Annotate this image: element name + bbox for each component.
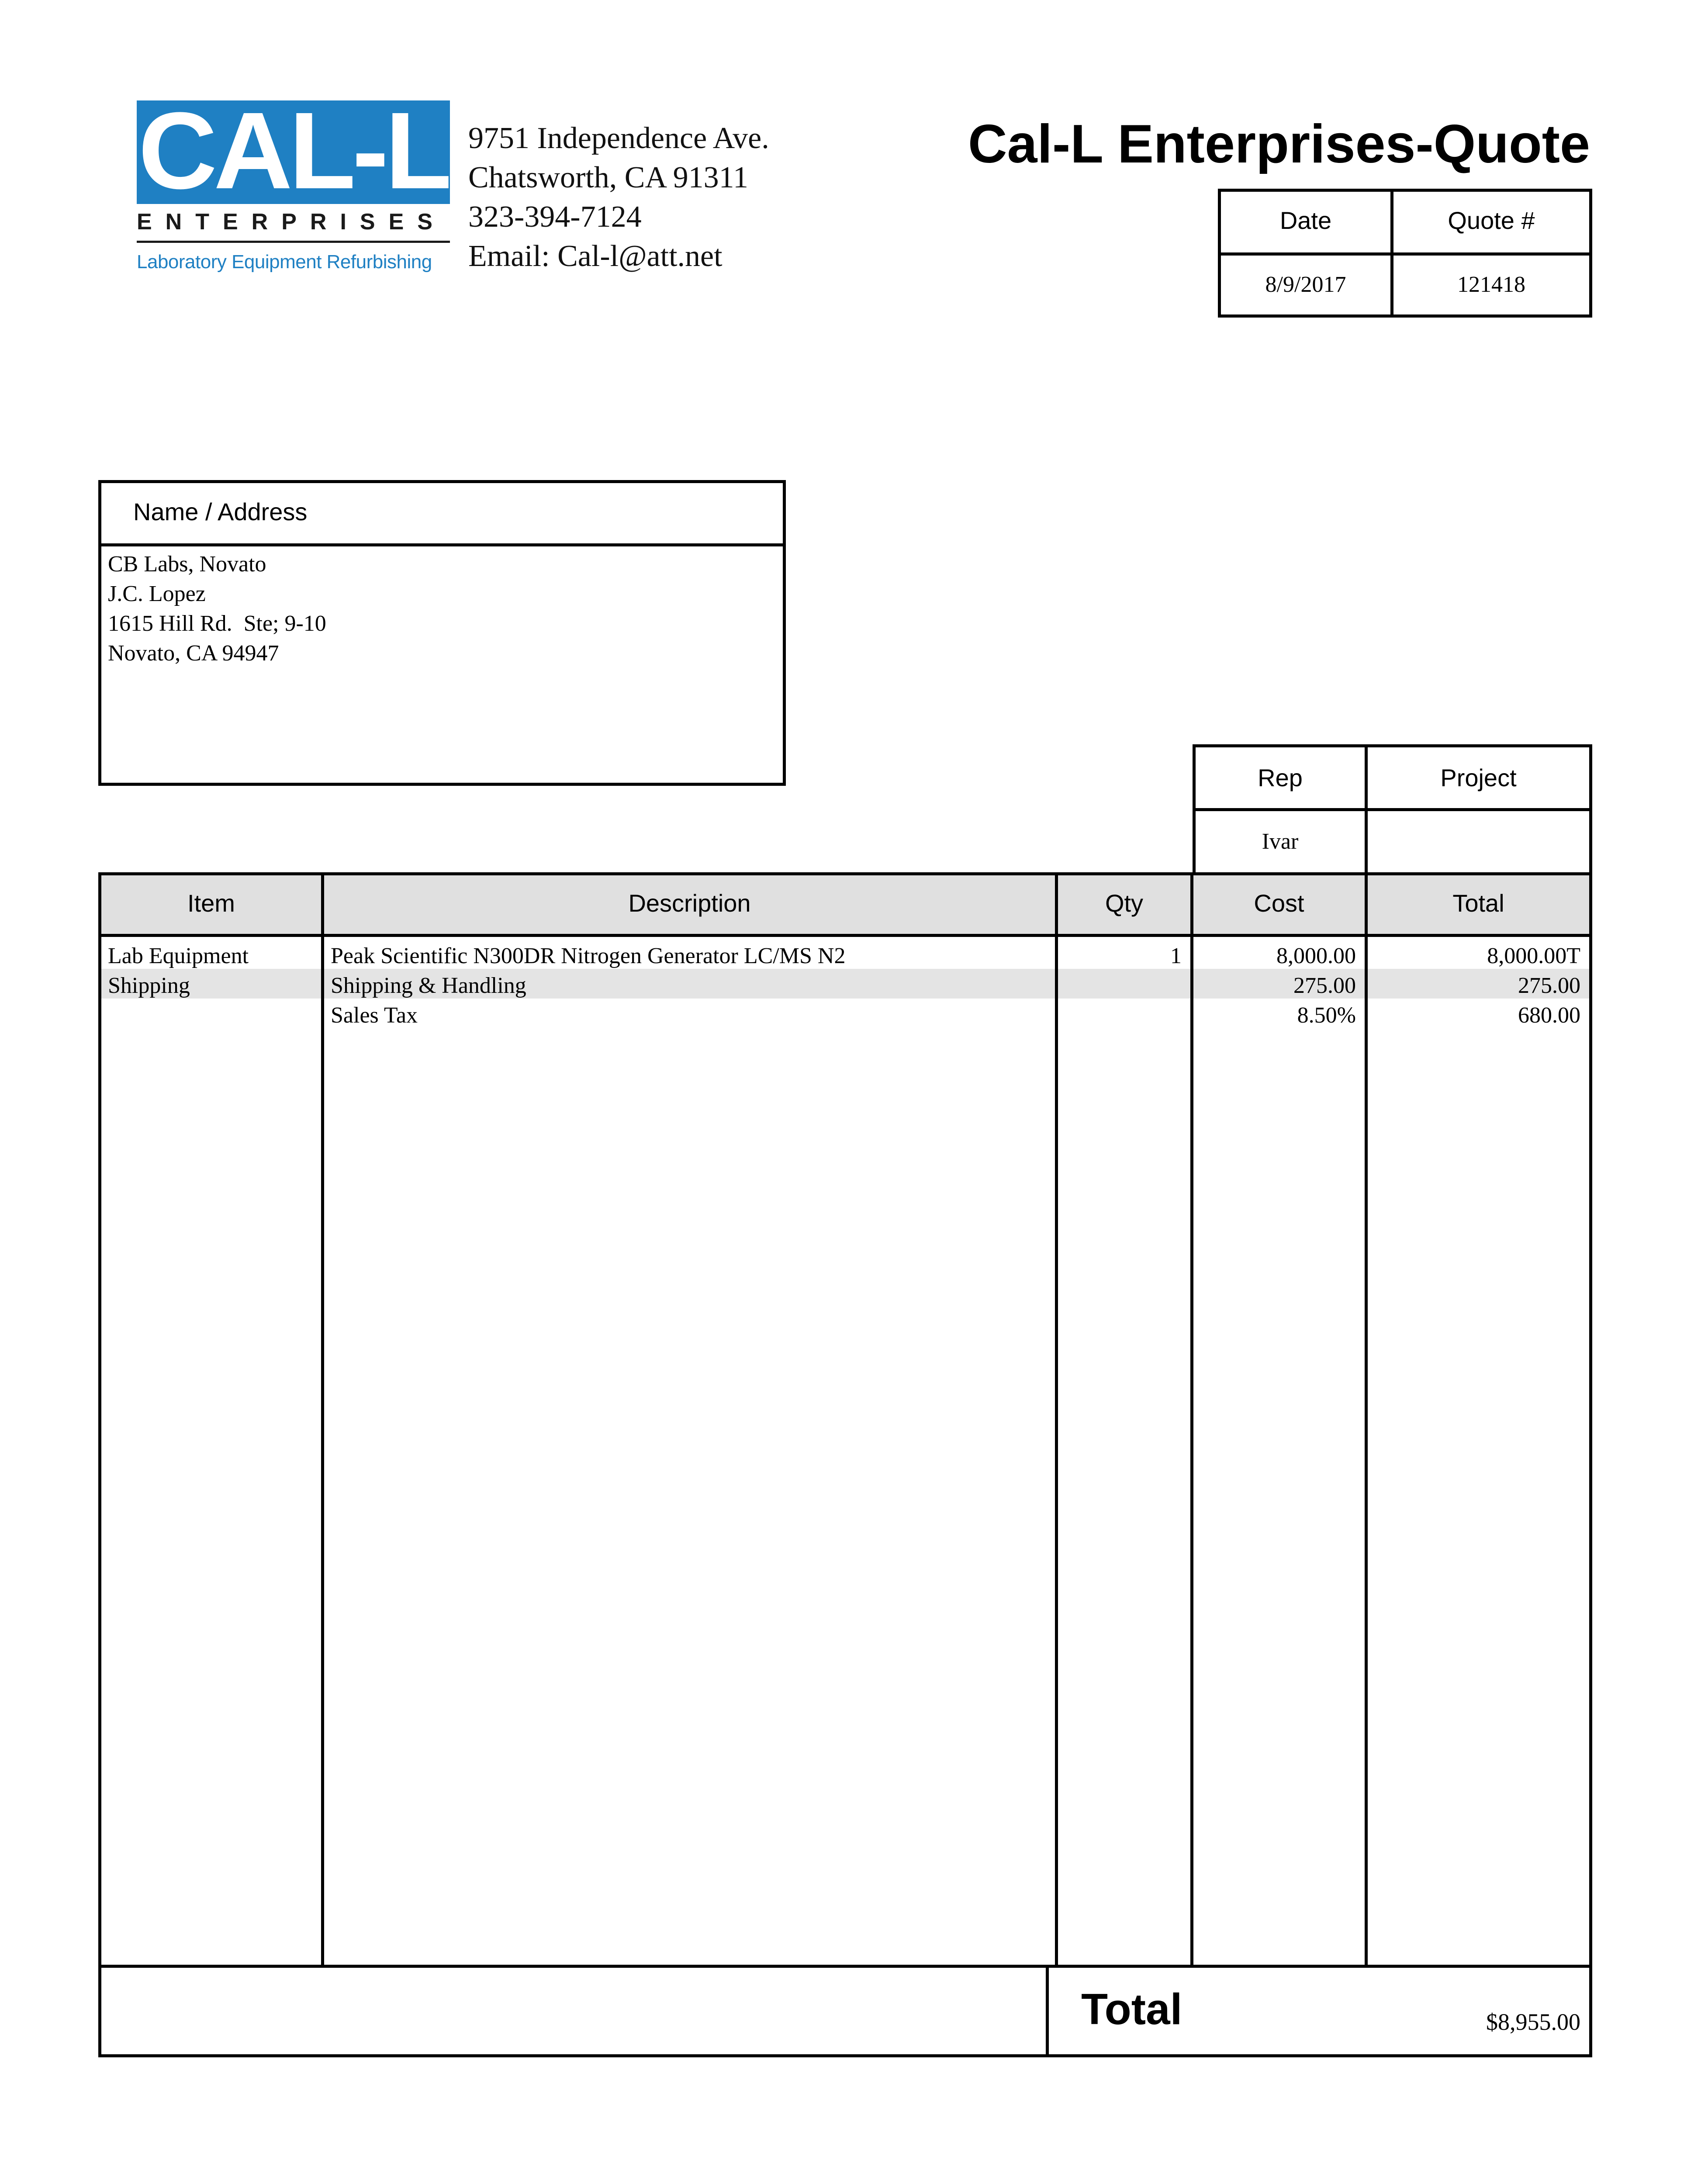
bill-to-label: Name / Address bbox=[133, 498, 308, 525]
table-cell-total: 8,000.00T bbox=[1487, 943, 1580, 968]
rep-label: Rep bbox=[1258, 764, 1303, 791]
table-cell-cost: 8,000.00 bbox=[1276, 943, 1356, 968]
column-header-cost: Cost bbox=[1254, 889, 1304, 917]
grand-total-amount: $8,955.00 bbox=[1486, 2009, 1580, 2035]
table-cell-cost: 275.00 bbox=[1293, 973, 1356, 998]
logo-mark: CAL-L bbox=[138, 90, 449, 211]
table-cell-description: Sales Tax bbox=[331, 1003, 418, 1028]
divider bbox=[1193, 808, 1592, 811]
logo-wordmark: ENTERPRISES bbox=[137, 209, 446, 235]
company-email: Email: Cal-l@att.net bbox=[468, 239, 723, 273]
project-label: Project bbox=[1440, 764, 1517, 791]
company-phone: 323-394-7124 bbox=[468, 200, 642, 234]
table-cell-description: Shipping & Handling bbox=[331, 973, 526, 998]
table-cell-item: Lab Equipment bbox=[108, 943, 249, 968]
column-header-description: Description bbox=[628, 889, 751, 917]
bill-to-line: J.C. Lopez bbox=[108, 581, 206, 606]
rep-value: Ivar bbox=[1262, 829, 1299, 854]
document-title: Cal-L Enterprises-Quote bbox=[968, 114, 1590, 174]
bill-to-line: Novato, CA 94947 bbox=[108, 641, 279, 666]
divider bbox=[1055, 872, 1058, 1968]
divider bbox=[1390, 189, 1393, 318]
divider bbox=[1365, 744, 1368, 875]
table-cell-total: 680.00 bbox=[1518, 1003, 1580, 1028]
table-cell-cost: 8.50% bbox=[1297, 1003, 1356, 1028]
table-cell-item: Shipping bbox=[108, 973, 190, 998]
column-header-item: Item bbox=[187, 889, 235, 917]
logo-divider bbox=[137, 241, 450, 243]
quote-number: 121418 bbox=[1457, 272, 1525, 297]
table-cell-qty: 1 bbox=[1170, 943, 1182, 968]
column-header-qty: Qty bbox=[1105, 889, 1144, 917]
divider bbox=[1218, 252, 1592, 256]
table-cell-description: Peak Scientific N300DR Nitrogen Generator LC/MS N2 bbox=[331, 943, 846, 968]
divider bbox=[98, 543, 786, 546]
divider bbox=[321, 872, 324, 1968]
company-city: Chatsworth, CA 91311 bbox=[468, 161, 749, 194]
quote-number-label: Quote # bbox=[1448, 207, 1535, 234]
table-cell-total: 275.00 bbox=[1518, 973, 1580, 998]
bill-to-line: 1615 Hill Rd. Ste; 9-10 bbox=[108, 611, 326, 636]
divider bbox=[1046, 1965, 1049, 2057]
bill-to-line: CB Labs, Novato bbox=[108, 552, 266, 577]
column-header-total: Total bbox=[1452, 889, 1504, 917]
quote-date: 8/9/2017 bbox=[1265, 272, 1346, 297]
grand-total-label: Total bbox=[1081, 1985, 1182, 2034]
logo-tagline: Laboratory Equipment Refurbishing bbox=[137, 251, 432, 273]
divider bbox=[1190, 872, 1193, 1968]
date-label: Date bbox=[1279, 207, 1332, 234]
divider bbox=[1365, 872, 1368, 1968]
company-street: 9751 Independence Ave. bbox=[468, 121, 769, 155]
